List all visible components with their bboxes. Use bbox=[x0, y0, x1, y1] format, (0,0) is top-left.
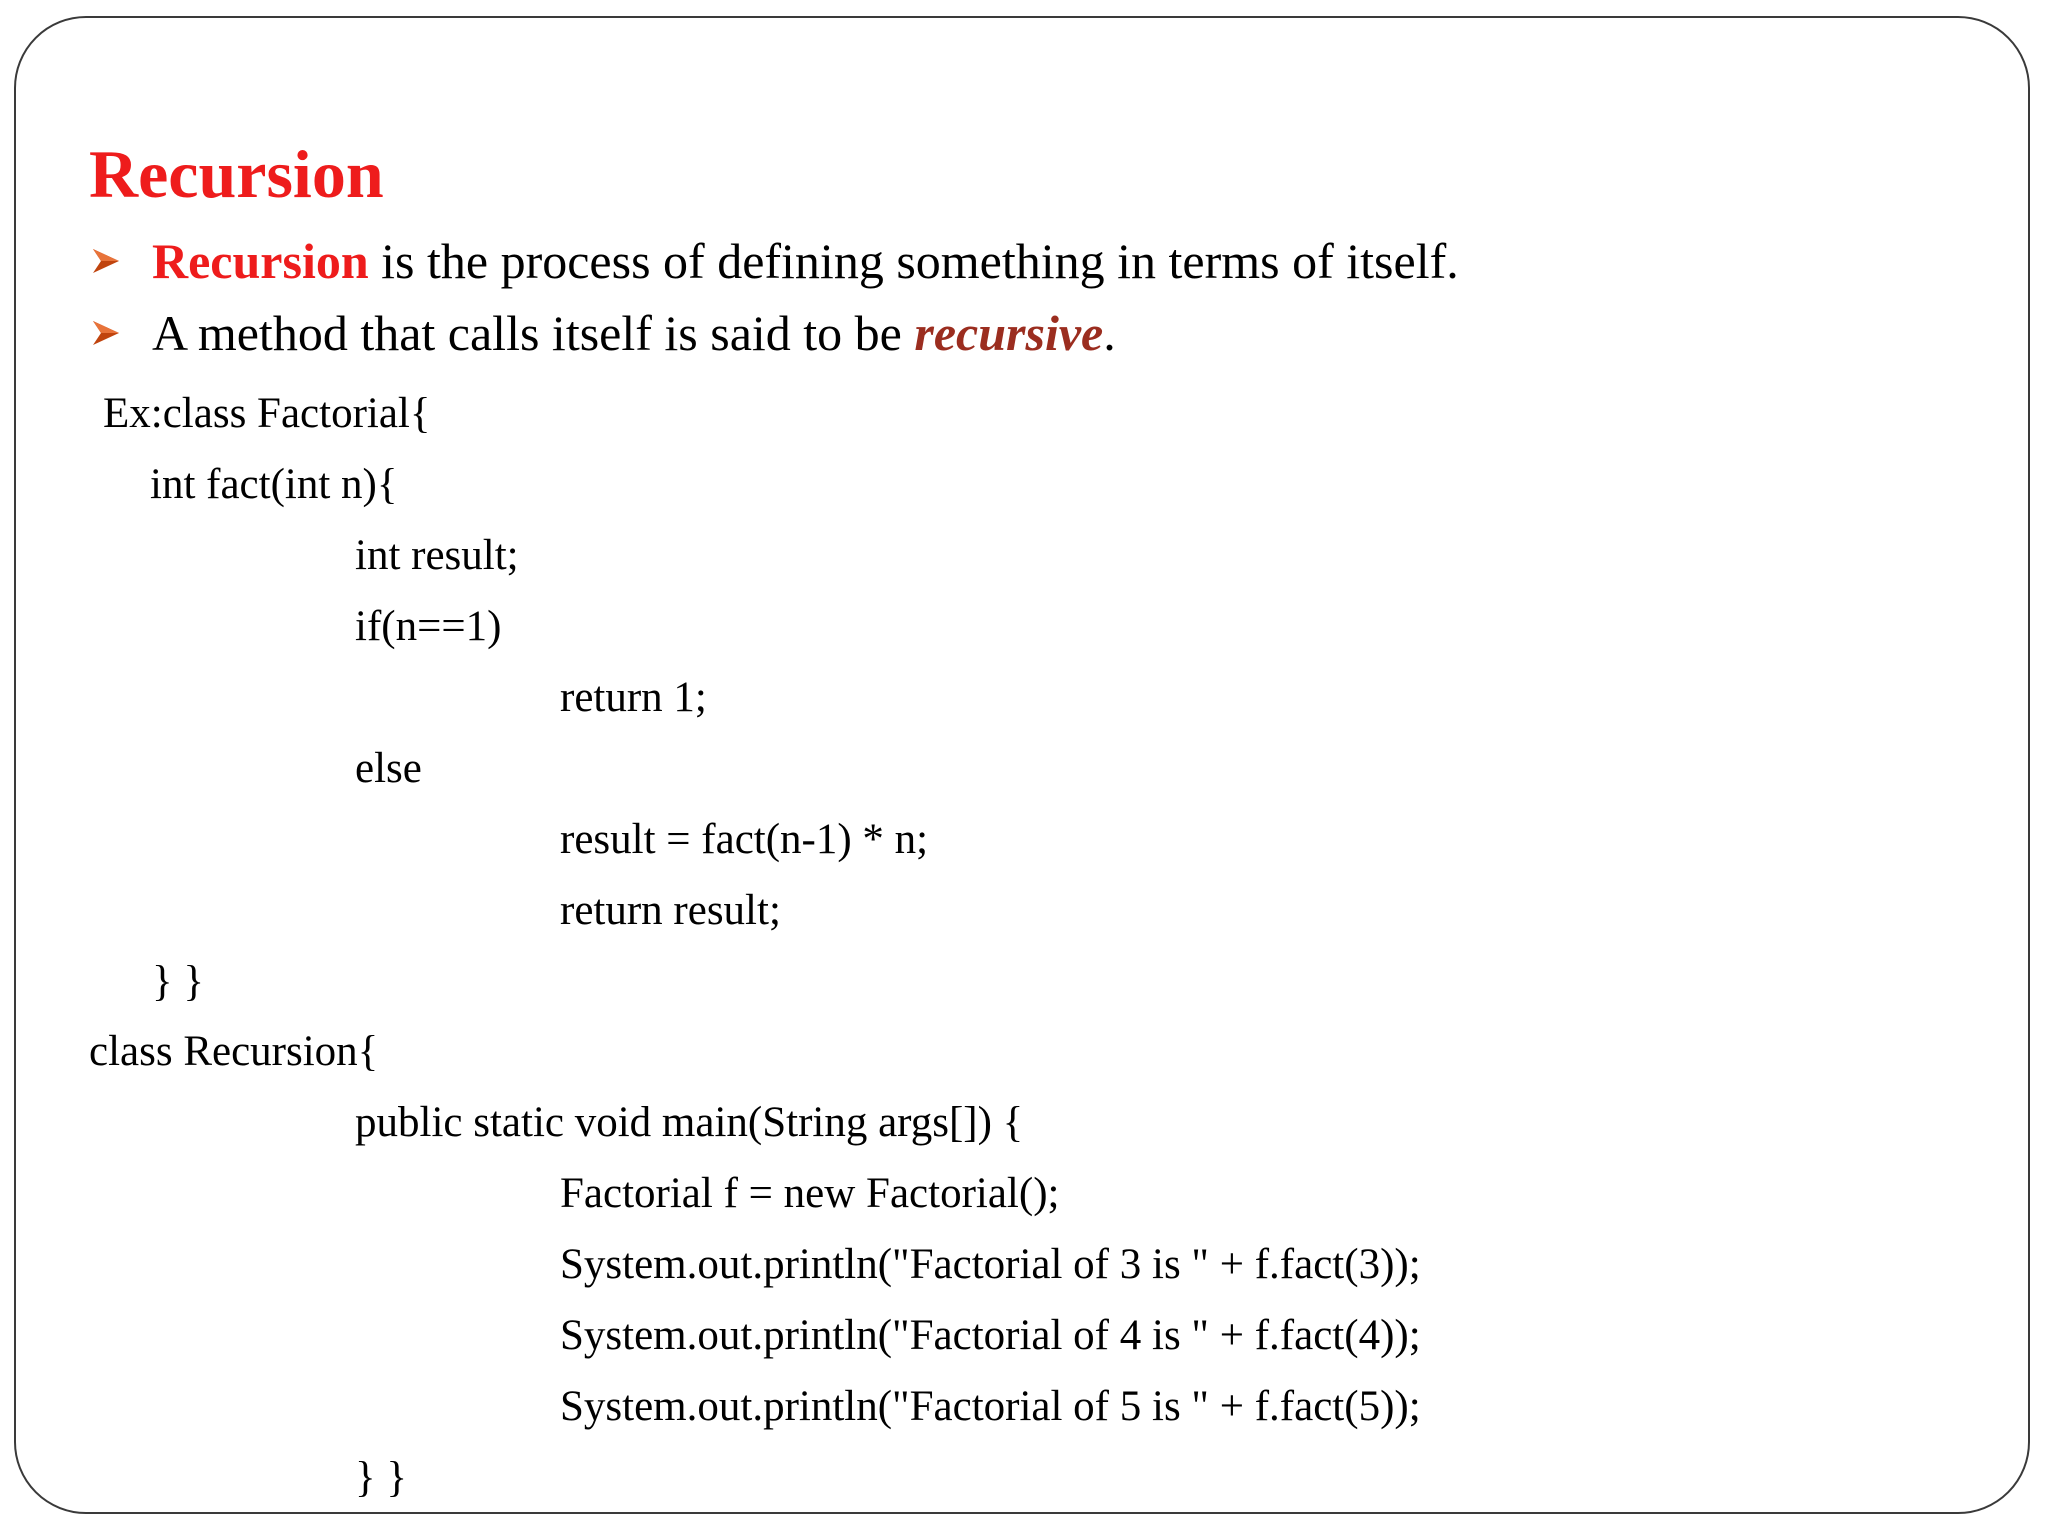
bullet-item-definition bbox=[91, 228, 1459, 294]
slide-title: Recursion bbox=[89, 136, 384, 212]
bullet-item-recursive-method bbox=[91, 300, 1116, 366]
emphasis-term: recursive bbox=[914, 305, 1104, 361]
bullet-text bbox=[152, 233, 1459, 289]
code-line: Ex:class Factorial{ bbox=[103, 390, 431, 437]
code-line: return result; bbox=[560, 887, 781, 934]
code-line: } } bbox=[355, 1454, 408, 1501]
code-line: if(n==1) bbox=[355, 603, 502, 650]
code-line: System.out.println("Factorial of 4 is " + f.fact(4)); bbox=[560, 1312, 1421, 1359]
code-line: } } bbox=[152, 958, 205, 1005]
arrowhead-bullet-icon bbox=[91, 236, 125, 286]
code-line: class Recursion{ bbox=[89, 1028, 379, 1075]
code-line: int fact(int n){ bbox=[150, 461, 398, 508]
bullet-text bbox=[152, 305, 1116, 361]
code-line: return 1; bbox=[560, 674, 707, 721]
code-line: System.out.println("Factorial of 5 is " + f.fact(5)); bbox=[560, 1383, 1421, 1430]
code-line: Factorial f = new Factorial(); bbox=[560, 1170, 1060, 1217]
bullet-body-before: A method that calls itself is said to be bbox=[152, 305, 915, 361]
code-line: else bbox=[355, 745, 422, 792]
arrowhead-bullet-icon bbox=[91, 308, 125, 358]
code-line: result = fact(n-1) * n; bbox=[560, 816, 929, 863]
bullet-body: is the process of defining something in terms of itself. bbox=[368, 233, 1459, 289]
emphasis-term: Recursion bbox=[152, 233, 369, 289]
code-line: int result; bbox=[355, 532, 519, 579]
code-line: System.out.println("Factorial of 3 is " + f.fact(3)); bbox=[560, 1241, 1421, 1288]
bullet-body-after: . bbox=[1103, 305, 1116, 361]
code-line: public static void main(String args[]) { bbox=[355, 1099, 1024, 1146]
